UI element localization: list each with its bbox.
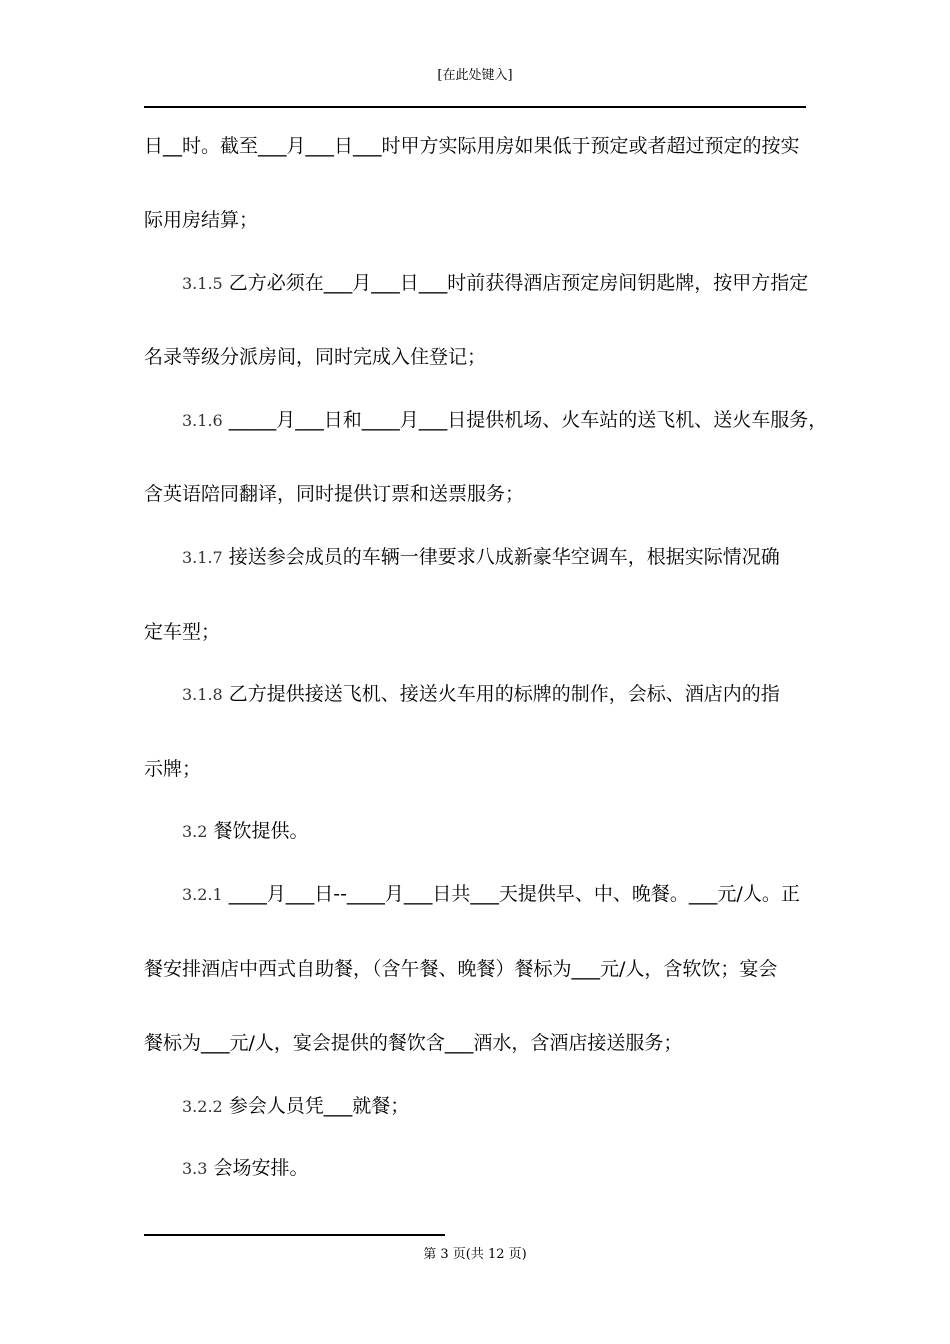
page-footer: 第 3 页(共 12 页) bbox=[423, 1247, 527, 1262]
paragraph-line bbox=[144, 134, 814, 158]
paragraph-text: 餐安排酒店中西式自助餐，（含午餐、晚餐）餐标为___元/人，含软饮；宴会 bbox=[144, 958, 778, 980]
section-3-2 bbox=[182, 819, 822, 844]
section-3-3 bbox=[182, 1156, 822, 1181]
clause-number: 3.1.8 bbox=[182, 685, 223, 704]
paragraph-text: 乙方必须在___月___日___时前获得酒店预定房间钥匙牌，按甲方指定 bbox=[228, 272, 809, 294]
clause-3-1-7 bbox=[182, 545, 822, 570]
paragraph-text: 乙方提供接送飞机、接送火车用的标牌的制作，会标、酒店内的指 bbox=[228, 683, 780, 705]
page-header: [在此处键入] bbox=[437, 68, 513, 83]
clause-number: 3.2.2 bbox=[182, 1097, 223, 1116]
paragraph-text: _____月___日和____月___日提供机场、火车站的送飞机、送火车服务， bbox=[228, 409, 828, 431]
paragraph-text: 餐饮提供。 bbox=[213, 820, 309, 842]
paragraph-text: 餐标为___元/人，宴会提供的餐饮含___酒水，含酒店接送服务； bbox=[144, 1032, 683, 1054]
paragraph-line bbox=[144, 345, 814, 369]
paragraph-text: 名录等级分派房间，同时完成入住登记； bbox=[144, 346, 487, 368]
paragraph-text: 定车型； bbox=[144, 621, 221, 643]
header-divider bbox=[144, 106, 806, 108]
clause-number: 3.1.7 bbox=[182, 548, 223, 567]
paragraph-line bbox=[144, 208, 814, 232]
paragraph-text: 含英语陪同翻译，同时提供订票和送票服务； bbox=[144, 483, 525, 505]
clause-3-1-5 bbox=[182, 271, 822, 296]
clause-3-2-1 bbox=[182, 882, 822, 907]
clause-3-2-2 bbox=[182, 1094, 822, 1119]
paragraph-text: 示牌； bbox=[144, 758, 202, 780]
paragraph-line bbox=[144, 1031, 814, 1055]
paragraph-line bbox=[144, 957, 814, 981]
footnote-divider bbox=[144, 1234, 445, 1236]
paragraph-line bbox=[144, 620, 814, 644]
paragraph-text: 会场安排。 bbox=[213, 1157, 309, 1179]
paragraph-text: ____月___日--____月___日共___天提供早、中、晚餐。___元/人。正 bbox=[228, 883, 800, 905]
paragraph-line bbox=[144, 482, 814, 506]
clause-number: 3.2 bbox=[182, 822, 208, 841]
paragraph-line bbox=[144, 757, 814, 781]
paragraph-text: 参会人员凭___就餐； bbox=[228, 1095, 410, 1117]
clause-number: 3.3 bbox=[182, 1159, 208, 1178]
clause-3-1-8 bbox=[182, 682, 822, 707]
clause-number: 3.1.5 bbox=[182, 274, 223, 293]
paragraph-text: 日__时。截至___月___日___时甲方实际用房如果低于预定或者超过预定的按实 bbox=[144, 135, 800, 157]
paragraph-text: 际用房结算； bbox=[144, 209, 259, 231]
clause-3-1-6 bbox=[182, 408, 828, 433]
clause-number: 3.1.6 bbox=[182, 411, 223, 430]
paragraph-text: 接送参会成员的车辆一律要求八成新豪华空调车，根据实际情况确 bbox=[228, 546, 780, 568]
clause-number: 3.2.1 bbox=[182, 885, 223, 904]
